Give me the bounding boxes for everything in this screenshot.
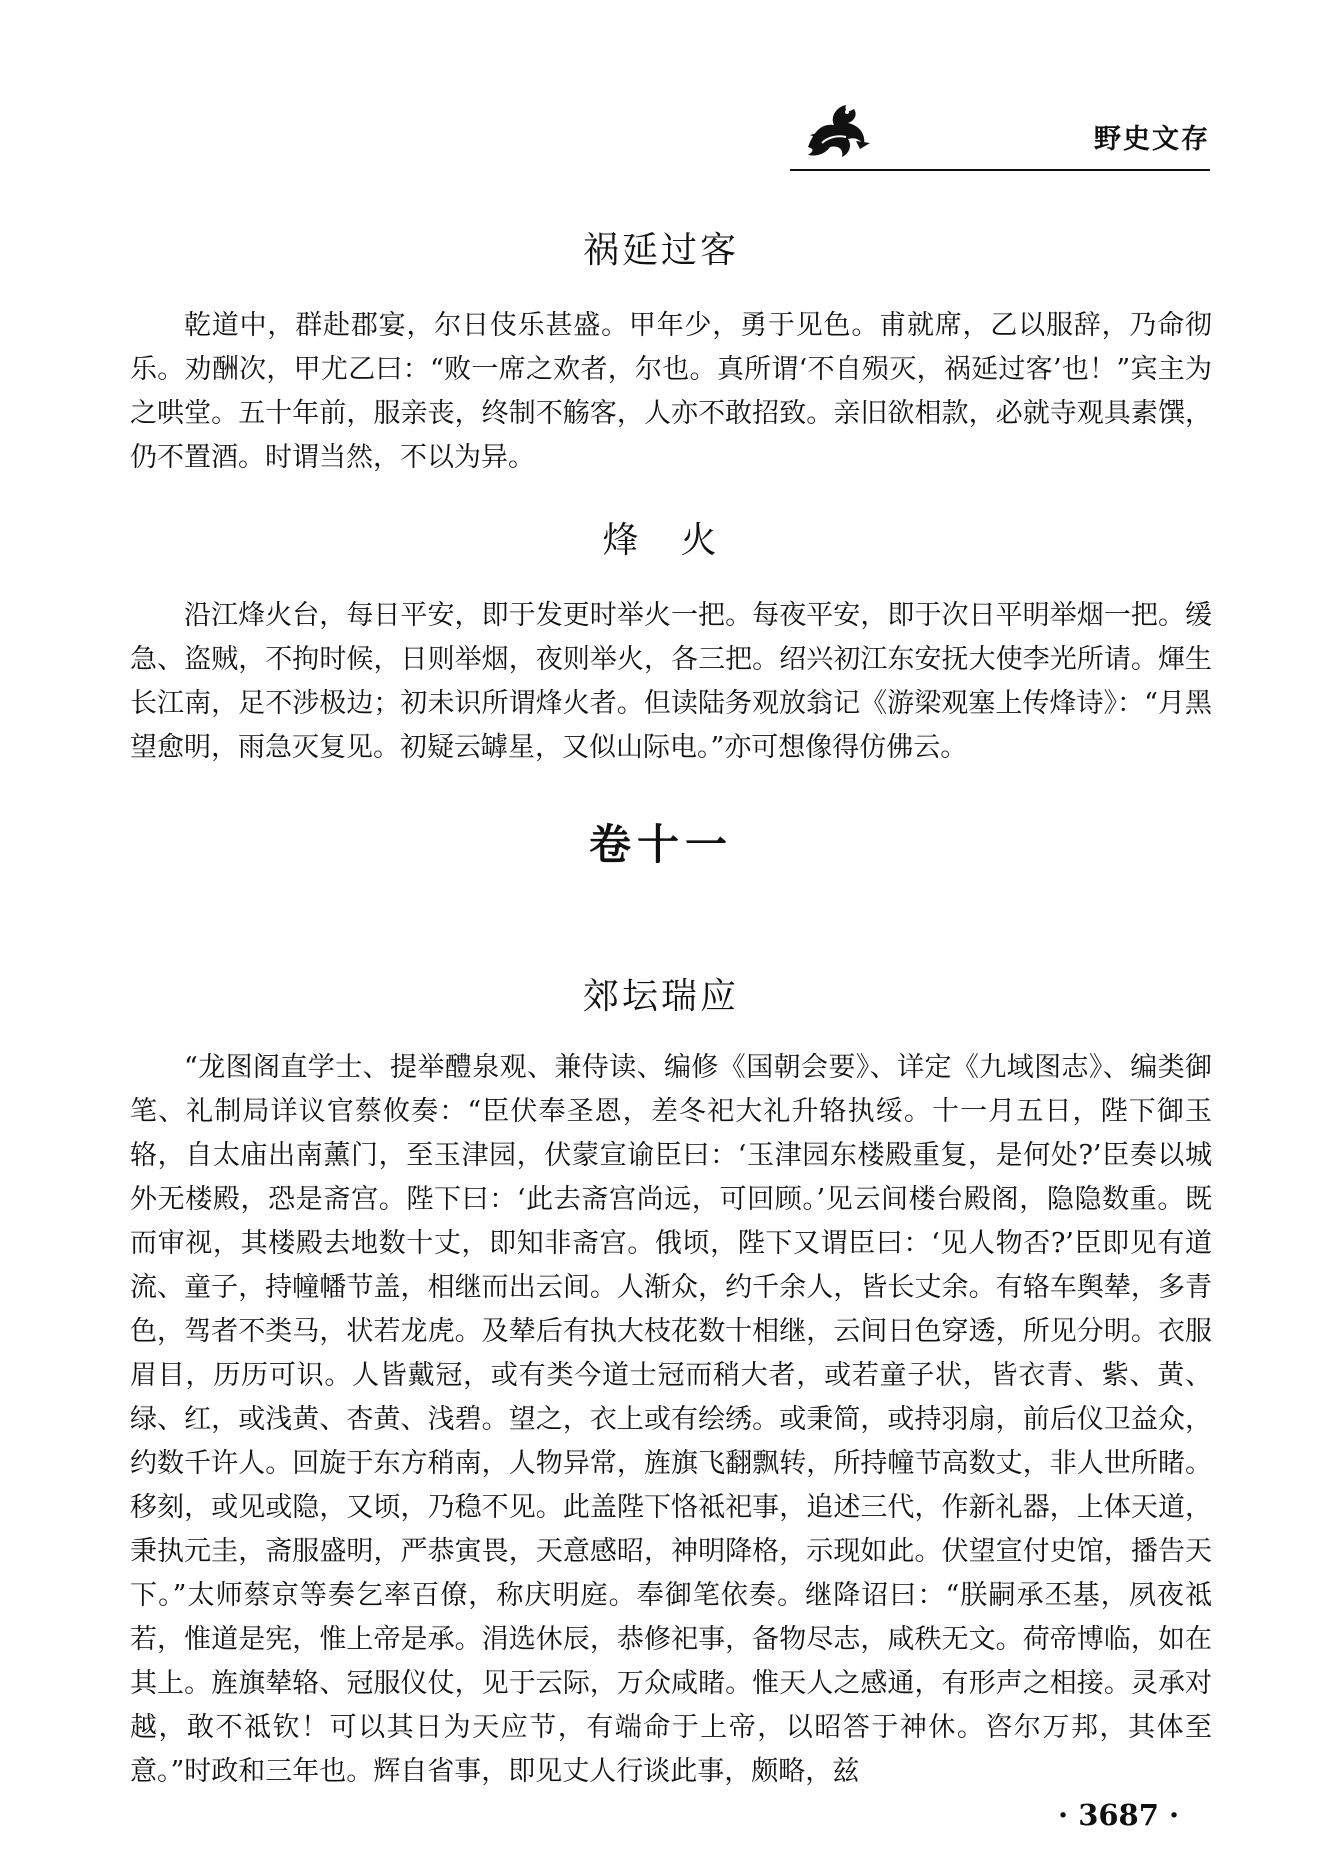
section-title-1: 祸延过客 <box>582 230 739 271</box>
running-header <box>790 95 1210 175</box>
section-paragraph-3: “龙图阁直学士、提举醴泉观、兼侍读、编修《国朝会要》、详定《九域图志》、编类御笔、礼制局详议官蔡攸奏：“臣伏奉圣恩，差冬祀大礼升辂执绥。十一月五日，陛下御玉辂，自太庙出南薰门，至玉津园，伏蒙宣谕臣曰：‘玉津园东楼殿重复，是何处?’臣奏以城外无楼殿，恐是斋宫。陛下曰：‘此去斋宫尚远，可回顾。’见云间楼台殿阁，隐隐数重。既而审视，其楼殿去地数十丈，即知非斋宫。俄顷，陛下又谓臣曰：‘见人物否?’臣即见有道流、童子，持幢幡节盖，相继而出云间。人渐众，约千余人，皆长丈余。有辂车舆辇，多青色，驾者不类马，状若龙虎。及辇后有执大枝花数十相继，云间日色穿透，所见分明。衣服眉目，历历可识。人皆戴冠，或有类今道士冠而稍大者，或若童子状，皆衣青、紫、黄、绿、红，或浅黄、杏黄、浅碧。望之，衣上或有绘绣。或秉简，或持羽扇，前后仪卫益众，约数千许人。回旋于东方稍南，人物异常，旌旗飞翻飘转，所持幢节高数丈，非人世所睹。移刻，或见或隐，又顷，乃稳不见。此盖陛下恪祗祀事，追述三代，作新礼器，上体天道，秉执元圭，斋服盛明，严恭寅畏，天意感昭，神明降格，示现如此。伏望宣付史馆，播告天下。”太师蔡京等奏乞率百僚，称庆明庭。奉御笔依奏。继降诏曰：“朕嗣承丕基，夙夜祗若，惟道是宪，惟上帝是承。涓选休辰，恭修祀事，备物尽志，咸秩无文。荷帝博临，如在其上。旌旗辇辂、冠服仪仗，见于云际，万众咸睹。惟天人之感通，有形声之相接。灵承对越，敢不祗钦！可以其日为天应节，有端命于上帝，以昭答于神休。咨尔万邦，其体至意。”时政和三年也。辉自省事，即见丈人行谈此事，颇略，兹 <box>130 1052 1212 1787</box>
dragon-emblem-icon <box>800 95 880 165</box>
header-rule <box>790 169 1210 171</box>
section-paragraph-2: 沿江烽火台，每日平安，即于发更时举火一把。每夜平安，即于次日平明举烟一把。缓急、盗贼，不拘时候，日则举烟，夜则举火，各三把。绍兴初江东安抚大使李光所请。煇生长江南，足不涉极边；初未识所谓烽火者。但读陆务观放翁记《游梁观塞上传烽诗》：“月黑望愈明，雨急灭复见。初疑云罅星，又似山际电。”亦可想像得仿佛云。 <box>130 600 1212 763</box>
page-number: · 3687 · <box>1058 1798 1180 1832</box>
volume-heading: 卷十一 <box>588 820 733 869</box>
series-title: 野史文存 <box>1094 124 1210 155</box>
section-paragraph-1: 乾道中，群赴郡宴，尔日伎乐甚盛。甲年少，勇于见色。甫就席，乙以服辞，乃命彻乐。劝酬次，甲尤乙曰：“败一席之欢者，尔也。真所谓‘不自殒灭，祸延过客’也！”宾主为之哄堂。五十年前，服亲丧，终制不觞客，人亦不敢招致。亲旧欲相款，必就寺观具素馔，仍不置酒。时谓当然，不以为异。 <box>130 310 1212 473</box>
section-title-3: 郊坛瑞应 <box>582 976 739 1017</box>
section-title-2: 烽 火 <box>602 520 720 561</box>
